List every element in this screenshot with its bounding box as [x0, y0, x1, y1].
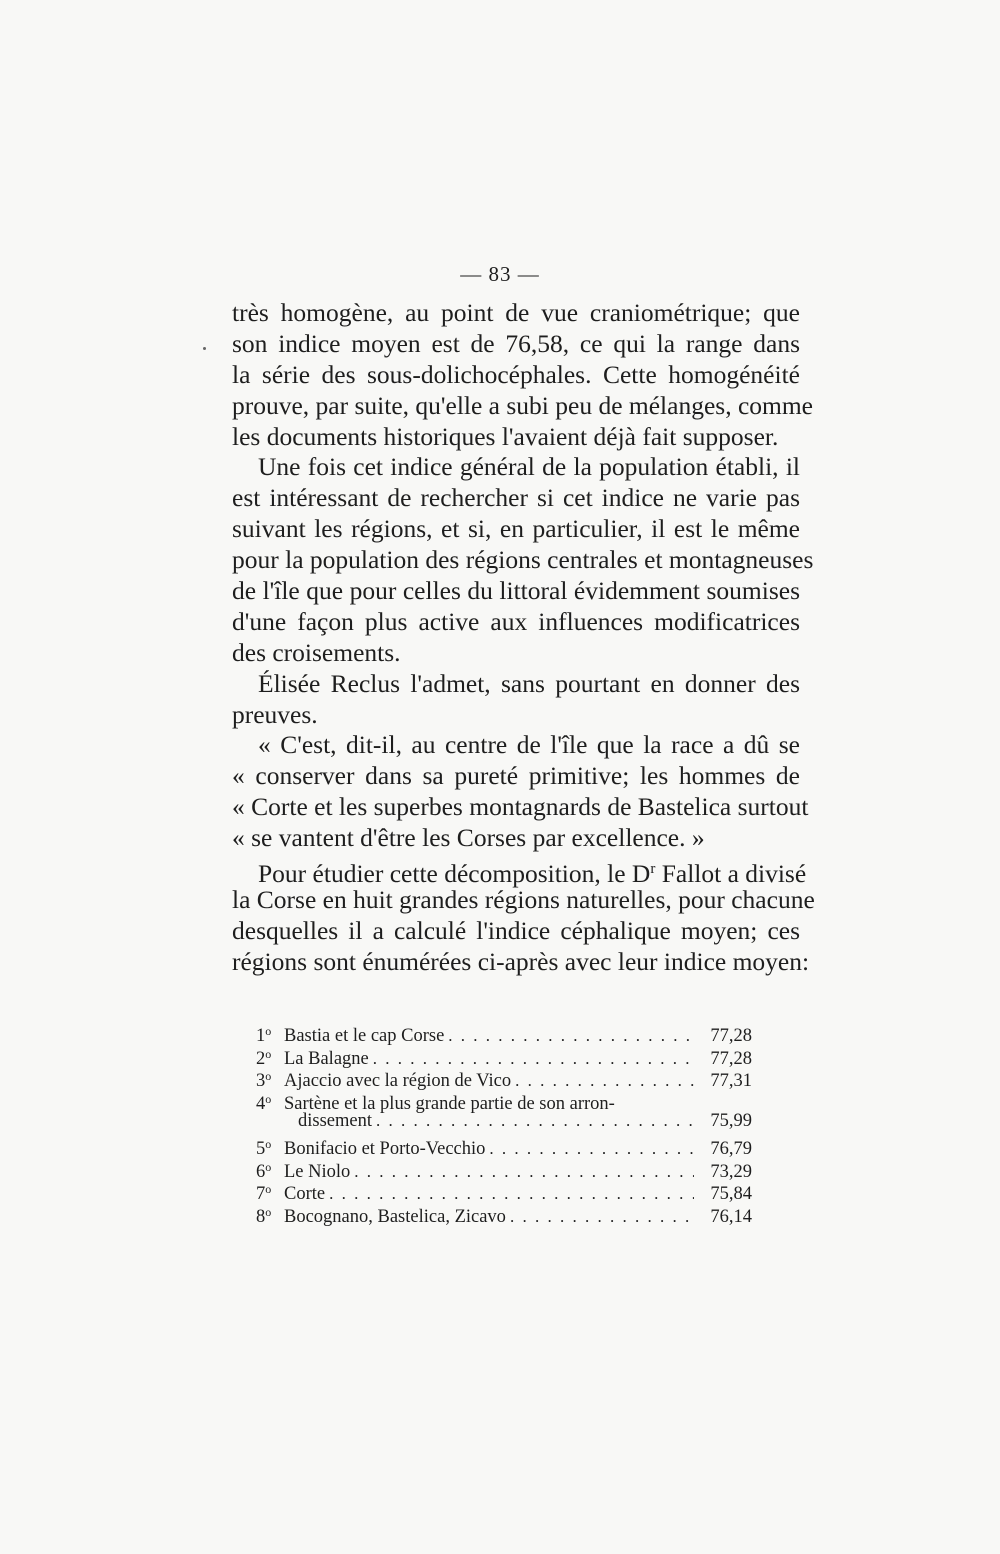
- cephalic-index-value: 76,79: [710, 1138, 752, 1159]
- cephalic-index-value: 73,29: [710, 1161, 752, 1182]
- row-number-digit: 6: [256, 1161, 266, 1182]
- region-name: Bastia et le cap Corse: [284, 1026, 445, 1046]
- dot-leader: [485, 1138, 694, 1161]
- table-row: [256, 1133, 752, 1159]
- text-line: Une fois cet indice général de la population établi, il: [258, 452, 800, 482]
- dot-leader: [372, 1110, 694, 1133]
- text-line: très homogène, au point de vue craniométrique; que: [232, 298, 800, 327]
- page-number: — 83 —: [460, 262, 540, 286]
- row-number-digit: 4: [256, 1093, 266, 1114]
- dot-leader: [444, 1025, 694, 1048]
- ink-speck: [203, 347, 206, 350]
- text-line: de l'île que pour celles du littoral évidemment soumises: [232, 576, 800, 606]
- row-number-digit: 3: [256, 1071, 266, 1092]
- region-name: Le Niolo: [284, 1161, 351, 1182]
- row-number-digit: 8: [256, 1206, 266, 1227]
- text-fragment: Fallot a divisé: [655, 859, 807, 889]
- text-line: « C'est, dit-il, au centre de l'île que la race a dû se: [258, 730, 800, 760]
- text-line: est intéressant de rechercher si cet indice ne varie pas: [232, 483, 800, 513]
- region-name: La Balagne: [284, 1048, 369, 1069]
- ordinal-mark: o: [265, 1136, 272, 1151]
- row-number-digit: 2: [256, 1048, 266, 1069]
- text-line: Élisée Reclus l'admet, sans pourtant en donner des: [258, 668, 800, 698]
- row-number: [256, 1201, 284, 1229]
- text-line: la série des sous-dolichocéphales. Cette homogénéité: [232, 359, 800, 389]
- text-line: « conserver dans sa pureté primitive; les hommes de: [232, 761, 800, 791]
- text-line: les documents historiques l'avaient déjà fait supposer.: [232, 421, 779, 451]
- ordinal-mark: o: [265, 1159, 272, 1174]
- regions-index-table: [256, 1020, 752, 1227]
- cephalic-index-value: 75,99: [710, 1111, 752, 1132]
- row-number: [256, 1088, 284, 1116]
- text-line: « se vantent d'être les Corses par excellence. »: [232, 823, 705, 853]
- text-line: preuves.: [232, 699, 318, 729]
- dot-leader: [511, 1070, 694, 1093]
- text-line-with-superscript: [232, 854, 807, 889]
- dot-leader: [369, 1048, 694, 1071]
- region-name: Ajaccio avec la région de Vico: [284, 1071, 512, 1092]
- region-name: dissement: [298, 1111, 372, 1132]
- body-text: [232, 298, 815, 978]
- region-name: Sartène et la plus grande partie de son arron-: [284, 1093, 615, 1114]
- ordinal-mark: o: [265, 1024, 272, 1038]
- text-line: la Corse en huit grandes régions naturelles, pour chacune: [232, 884, 815, 914]
- superscript: r: [650, 861, 656, 878]
- text-fragment: Pour étudier cette décomposition, le D: [258, 859, 651, 889]
- dot-leader: [325, 1183, 694, 1206]
- row-number-digit: 1: [256, 1026, 266, 1046]
- cephalic-index-value: 77,28: [710, 1048, 752, 1069]
- cephalic-index-value: 76,14: [710, 1206, 752, 1227]
- cephalic-index-value: 77,31: [710, 1071, 752, 1092]
- row-number-digit: 5: [256, 1138, 266, 1159]
- text-line: son indice moyen est de 76,58, ce qui la range dans: [232, 328, 800, 358]
- region-name: Bocognano, Bastelica, Zicavo: [284, 1206, 506, 1227]
- text-line: prouve, par suite, qu'elle a subi peu de mélanges, comme: [232, 390, 813, 420]
- text-line: desquelles il a calculé l'indice céphalique moyen; ces: [232, 915, 800, 945]
- text-line: des croisements.: [232, 637, 401, 667]
- region-name: Bonifacio et Porto-Vecchio: [284, 1138, 486, 1159]
- ordinal-mark: o: [265, 1204, 272, 1219]
- row-number-digit: 7: [256, 1184, 266, 1205]
- ordinal-mark: o: [265, 1091, 272, 1106]
- table-row: [256, 1020, 752, 1046]
- text-line: pour la population des régions centrales et montagneuses: [232, 545, 814, 575]
- cephalic-index-value: 75,84: [710, 1184, 752, 1205]
- ordinal-mark: o: [265, 1069, 272, 1084]
- text-line: régions sont énumérées ci-après avec leur indice moyen:: [232, 946, 810, 976]
- text-line: suivant les régions, et si, en particulier, il est le même: [232, 514, 800, 544]
- table-row: [256, 1110, 752, 1133]
- ordinal-mark: o: [265, 1182, 272, 1197]
- text-line: « Corte et les superbes montagnards de Bastelica surtout: [232, 792, 809, 822]
- dot-leader: [506, 1206, 694, 1229]
- dot-leader: [350, 1161, 694, 1184]
- region-name: Corte: [284, 1184, 326, 1205]
- ordinal-mark: o: [265, 1046, 272, 1061]
- cephalic-index-value: 77,28: [710, 1026, 752, 1046]
- text-line: d'une façon plus active aux influences modificatrices: [232, 606, 800, 636]
